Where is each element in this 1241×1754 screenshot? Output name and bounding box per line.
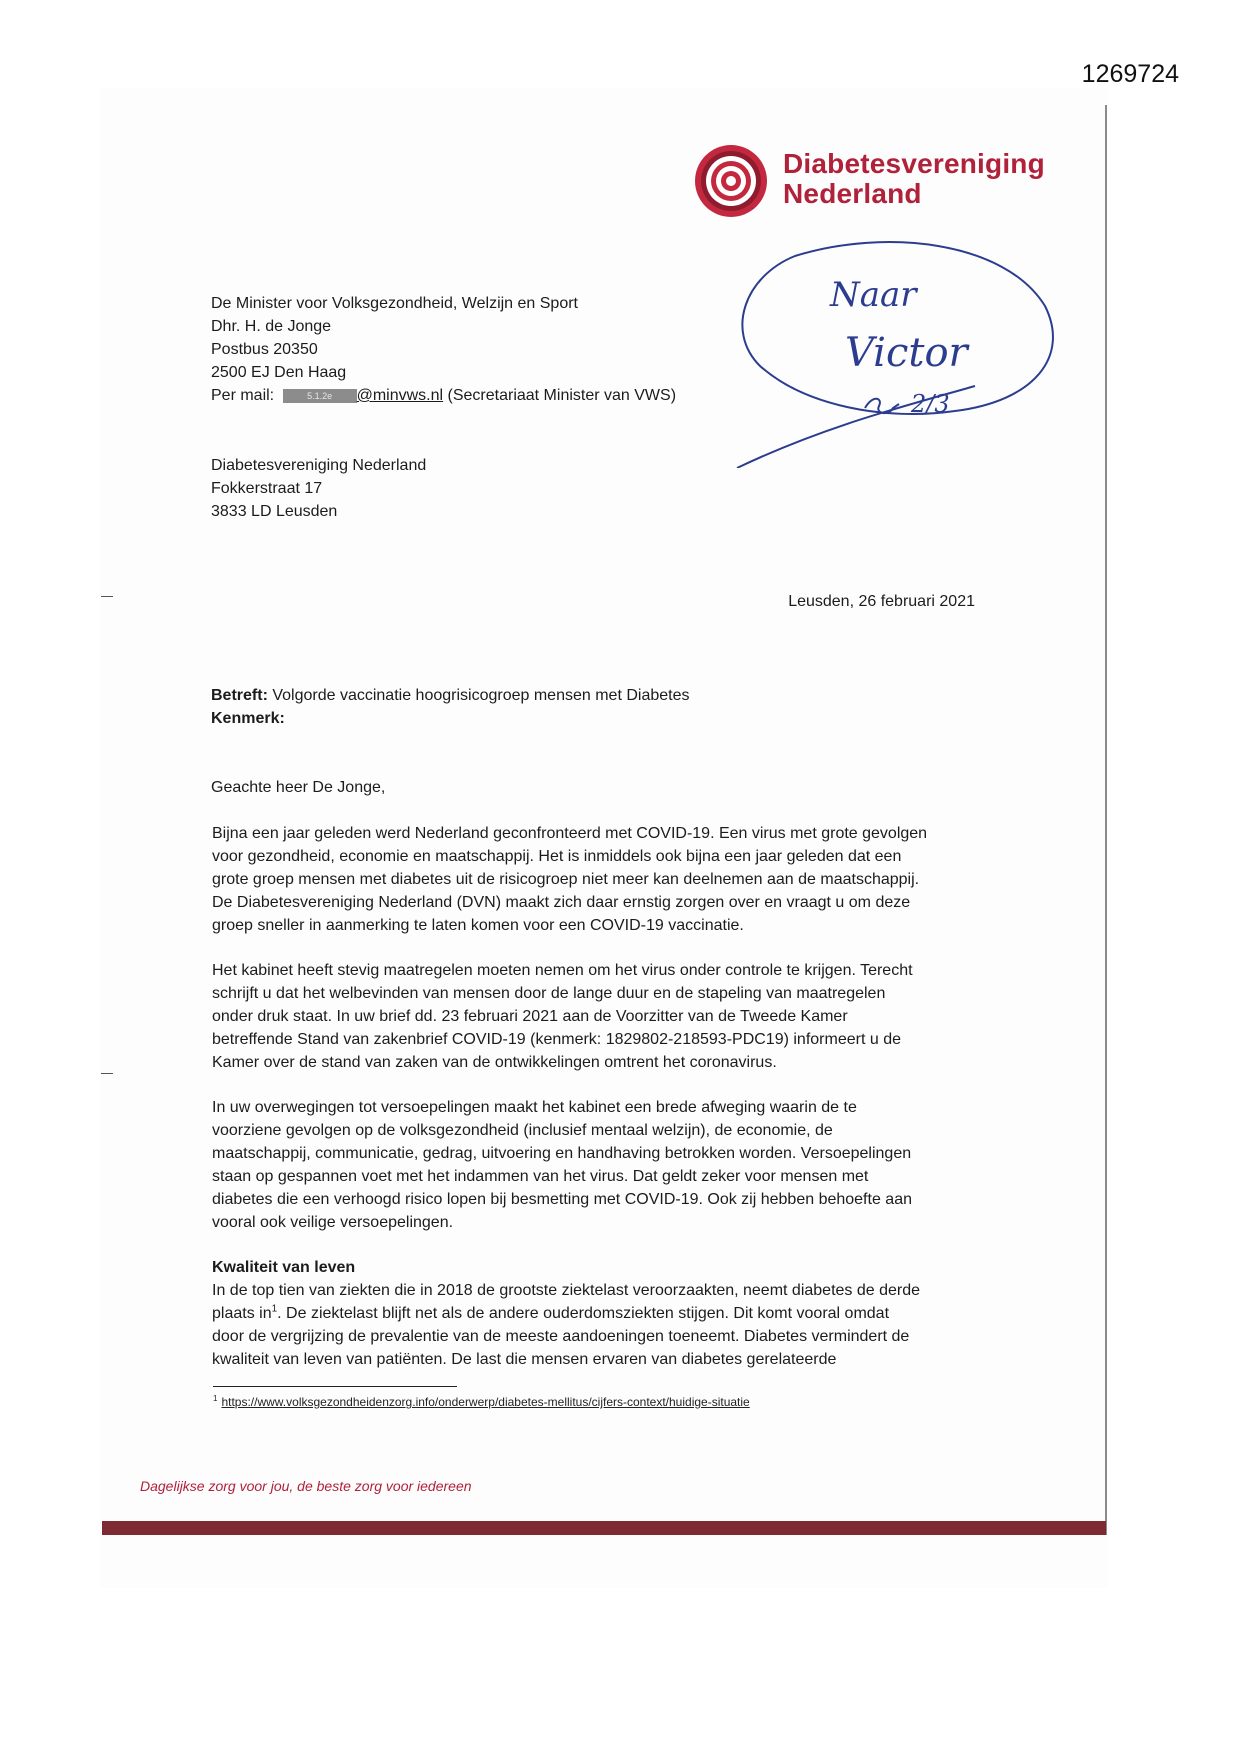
annotation-line2: Victor [845, 330, 968, 376]
paragraph-line: voor gezondheid, economie en maatschappij. Het is inmiddels ook bijna een jaar geleden dat een [212, 848, 902, 865]
footer-slogan: Dagelijkse zorg voor jou, de beste zorg voor iedereen [140, 1478, 472, 1494]
paragraph-line: maatschappij, communicatie, gedrag, uitvoering en handhaving betrokken worden. Versoepelingen [212, 1145, 912, 1162]
recipient-line: Postbus 20350 [211, 341, 318, 358]
paragraph-line: De Diabetesvereniging Nederland (DVN) maakt zich daar ernstig zorgen over en vraagt u om deze [212, 894, 911, 911]
sender-line: 3833 LD Leusden [211, 503, 338, 520]
annotation-date: 2/3 [911, 390, 950, 418]
paragraph-line [212, 1302, 992, 1325]
recipient-line: De Minister voor Volksgezondheid, Welzijn en Sport [211, 295, 578, 312]
page-number: 1269724 [1081, 60, 1179, 88]
paragraph-line: diabetes die een verhoogd risico lopen bij besmetting met COVID-19. Ook zij hebben behoefte aan [212, 1191, 912, 1208]
subject-line [211, 684, 689, 707]
paragraph-line: In de top tien van ziekten die in 2018 de grootste ziektelast veroorzaakten, neemt diabetes de derde [212, 1282, 921, 1299]
footnote [213, 1394, 750, 1409]
salutation: Geachte heer De Jonge, [211, 779, 386, 796]
mail-label: Per mail: [211, 387, 275, 404]
footer-bar [102, 1521, 1106, 1535]
paragraph-2 [212, 959, 992, 1074]
annotation-line1: Naar [830, 275, 917, 315]
recipient-line: 2500 EJ Den Haag [211, 364, 347, 381]
paragraph-line: groep sneller in aanmerking te laten komen voor een COVID-19 vaccinatie. [212, 917, 744, 934]
sender-address [211, 454, 426, 523]
betreft-label: Betreft: [211, 687, 268, 704]
kenmerk-label: Kenmerk: [211, 710, 285, 727]
paragraph-line: staan op gespannen voet met het indammen van het virus. Dat geldt zeker voor mensen met [212, 1168, 869, 1185]
betreft-text: Volgorde vaccinatie hoogrisicogroep mensen met Diabetes [272, 687, 690, 704]
footnote-divider [213, 1386, 457, 1387]
sender-line: Diabetesvereniging Nederland [211, 457, 427, 474]
recipient-line: Dhr. H. de Jonge [211, 318, 332, 335]
recipient-mail-line [211, 384, 676, 407]
recipient-address [211, 292, 676, 407]
logo-wordmark [783, 149, 1045, 209]
paragraph-1 [212, 822, 992, 937]
footnote-link[interactable]: https://www.volksgezondheidenzorg.info/onderwerp/diabetes-mellitus/cijfers-context/huidige-situatie [221, 1395, 750, 1409]
fold-mark [101, 1073, 113, 1074]
paragraph-line: Het kabinet heeft stevig maatregelen moeten nemen om het virus onder controle te krijgen. Terecht [212, 962, 913, 979]
paragraph-line: In uw overwegingen tot versoepelingen maakt het kabinet een brede afweging waarin de te [212, 1099, 857, 1116]
paragraph-line: onder druk staat. In uw brief dd. 23 februari 2021 aan de Voorzitter van de Tweede Kamer [212, 1008, 848, 1025]
paragraph-3 [212, 1096, 992, 1234]
mail-note: (Secretariaat Minister van VWS) [447, 387, 677, 404]
email-link[interactable]: @minvws.nl [356, 387, 444, 404]
subject-block [211, 684, 689, 730]
paragraph-line: voorziene gevolgen op de volksgezondheid (inclusief mentaal welzijn), de economie, de [212, 1122, 833, 1139]
redaction-box: 5.1.2e [283, 389, 357, 403]
paragraph-line: Bijna een jaar geleden werd Nederland geconfronteerd met COVID-19. Een virus met grote gevolgen [212, 825, 928, 842]
paragraph-line: betreffende Stand van zakenbrief COVID-19 (kenmerk: 1829802-218593-PDC19) informeert u de [212, 1031, 901, 1048]
fold-mark [101, 596, 113, 597]
paragraph-line: schrijft u dat het welbevinden van mensen door de lange duur en de stapeling van maatregelen [212, 985, 886, 1002]
paragraph-line: vooral ook veilige versoepelingen. [212, 1214, 454, 1231]
logo-name-line2: Nederland [783, 178, 922, 209]
footnote-ref[interactable]: 1 [271, 1303, 278, 1315]
paragraph-line: kwaliteit van leven van patiënten. De last die mensen ervaren van diabetes gerelateerde [212, 1351, 837, 1368]
section-kwaliteit [212, 1256, 992, 1371]
paragraph-line: Kamer over de stand van zaken van de ontwikkelingen omtrent het coronavirus. [212, 1054, 777, 1071]
line-text: . De ziektelast blijft net als de andere ouderdomsziekten stijgen. Dit komt vooral omdat [277, 1305, 890, 1322]
letter-date: Leusden, 26 februari 2021 [788, 593, 975, 610]
line-text: plaats in [212, 1305, 272, 1322]
paragraph-line: door de vergrijzing de prevalentie van de meeste aandoeningen toeneemt. Diabetes vermindert de [212, 1328, 910, 1345]
scan-edge [1105, 105, 1107, 1535]
paragraph-line: grote groep mensen met diabetes uit de risicogroep niet meer kan deelnemen aan de maatschappij. [212, 871, 920, 888]
section-heading: Kwaliteit van leven [212, 1259, 356, 1276]
footnote-number: 1 [213, 1394, 218, 1403]
logo-name-line1: Diabetesvereniging [783, 148, 1045, 179]
dvn-logo [693, 143, 1093, 223]
sender-line: Fokkerstraat 17 [211, 480, 323, 497]
handwritten-annotation [735, 236, 1065, 468]
target-logo-icon [693, 143, 769, 219]
